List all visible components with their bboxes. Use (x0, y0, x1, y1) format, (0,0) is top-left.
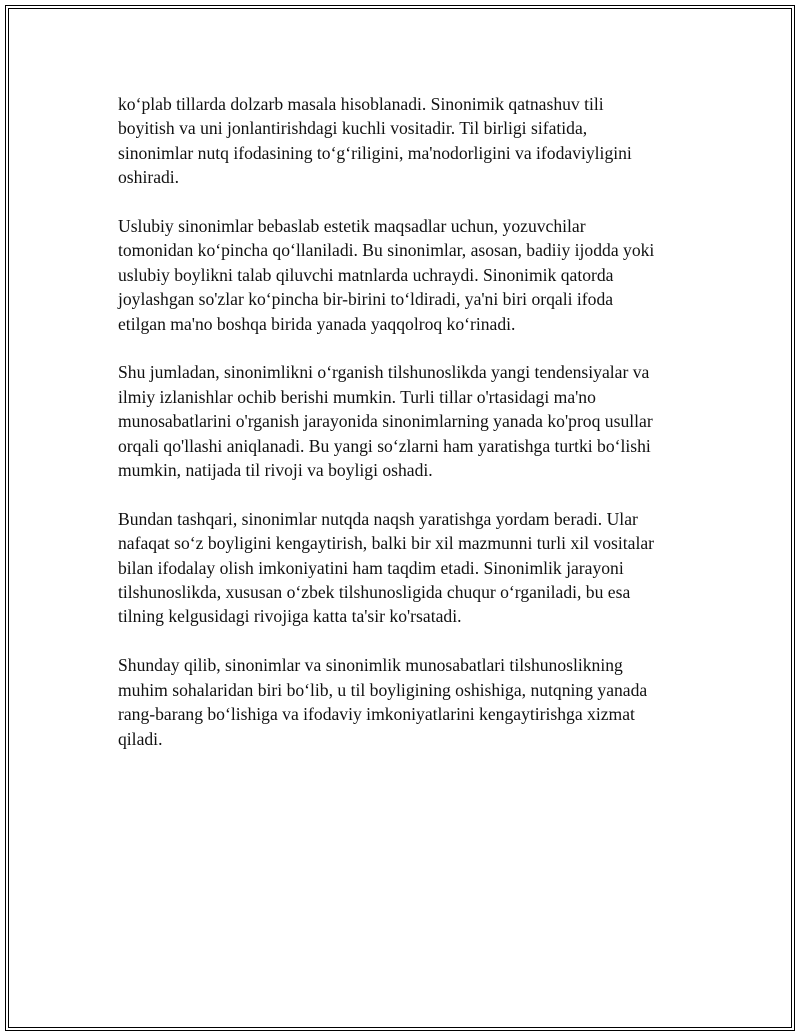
paragraph-4: Bundan tashqari, sinonimlar nutqda naqsh yaratishga yordam beradi. Ular nafaqat so‘z boyligini kengaytirish, balki bir xil mazmunni turli xil vositalar bilan ifodalay olish imkoniyatini ham taqdim etadi. Sinonimlik jarayoni tilshunoslikda, xususan o‘zbek tilshunosligida chuqur o‘rganiladi, bu esa tilning kelgusidagi rivojiga katta ta'sir ko'rsatadi. (118, 508, 655, 627)
paragraph-5: Shunday qilib, sinonimlar va sinonimlik munosabatlari tilshunoslikning muhim sohalaridan biri bo‘lib, u til boyligining oshishiga, nutqning yanada rang-barang bo‘lishiga va ifodaviy imkoniyatlarini kengaytirishga xizmat qiladi. (118, 655, 648, 749)
paragraph-3: Shu jumladan, sinonimlikni o‘rganish tilshunoslikda yangi tendensiyalar va ilmiy izlanishlar ochib berishi mumkin. Turli tillar o'rtasidagi ma'no munosabatlarini o'rganish jarayonida sinonimlarning yanada ko'proq usullar orqali qo'llashi aniqlanadi. Bu yangi so‘zlarni ham yaratishga turtki bo‘lishi mumkin, natijada til rivoji va boyligi oshadi. (118, 362, 653, 481)
document-body (118, 92, 698, 775)
paragraph-2: Uslubiy sinonimlar bebaslab estetik maqsadlar uchun, yozuvchilar tomonidan ko‘pincha qo‘llaniladi. Bu sinonimlar, asosan, badiiy ijodda yoki uslubiy boylikni talab qiluvchi matnlarda uchraydi. Sinonimik qatorda joylashgan so'zlar ko‘pincha bir-birini to‘ldiradi, ya'ni biri orqali ifoda etilgan ma'no boshqa birida yanada yaqqolroq ko‘rinadi. (118, 216, 655, 334)
paragraph-1: ko‘plab tillarda dolzarb masala hisoblanadi. Sinonimik qatnashuv tili boyitish va uni jonlantirishdagi kuchli vositadir. Til birligi sifatida, sinonimlar nutq ifodasining to‘g‘riligini, ma'nodorligini va ifodaviyligini oshiradi. (118, 94, 632, 188)
